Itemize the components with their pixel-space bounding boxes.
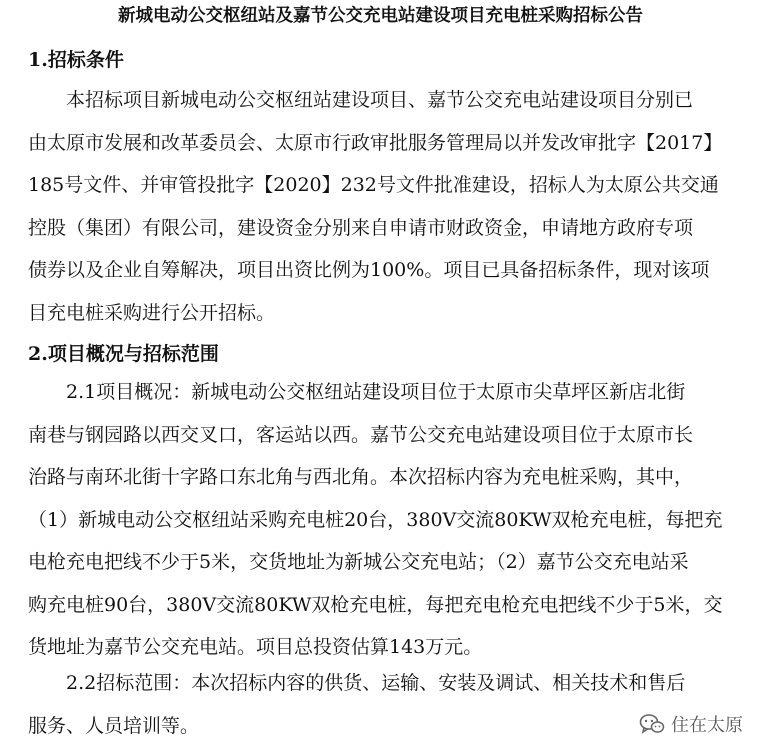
paragraph-line: （1）新城电动公交枢纽站采购充电桩20台，380V交流80KW双枪充电桩，每把充 [28, 499, 728, 542]
paragraph-line: 购充电桩90台，380V交流80KW双枪充电桩，每把充电枪充电把线不少于5米，交 [28, 584, 728, 627]
paragraph-line: 南巷与钢园路以西交叉口，客运站以西。嘉节公交充电站建设项目位于太原市长 [28, 414, 728, 457]
paragraph-line: 电枪充电把线不少于5米，交货地址为新城公交充电站；（2）嘉节公交充电站采 [28, 541, 728, 584]
document-title: 新城电动公交枢纽站及嘉节公交充电站建设项目充电桩采购招标公告 [0, 4, 761, 28]
section-1-heading: 1.招标条件 [28, 46, 124, 74]
paragraph-line: 2.2招标范围：本次招标内容的供货、运输、安装及调试、相关技术和售后 [28, 662, 728, 705]
paragraph-line: 货地址为嘉节公交充电站。项目总投资估算143万元。 [28, 626, 728, 669]
paragraph-line: 控股（集团）有限公司，建设资金分别来自申请市财政资金，申请地方政府专项 [28, 207, 728, 250]
paragraph-line: 185号文件、并审管投批字【2020】232号文件批准建设，招标人为太原公共交通 [28, 164, 728, 207]
section-2-1-paragraph [28, 371, 728, 669]
account-watermark [639, 711, 743, 737]
paragraph-line: 治路与南环北街十字路口东北角与西北角。本次招标内容为充电桩采购，其中， [28, 456, 728, 499]
section-2-heading: 2.项目概况与招标范围 [28, 340, 219, 368]
paragraph-line: 由太原市发展和改革委员会、太原市行政审批服务管理局以并发改审批字【2017】 [28, 122, 728, 165]
section-2-2-paragraph [28, 662, 728, 747]
paragraph-line: 本招标项目新城电动公交枢纽站建设项目、嘉节公交充电站建设项目分别已 [28, 79, 728, 122]
paragraph-line: 2.1项目概况：新城电动公交枢纽站建设项目位于太原市尖草坪区新店北街 [28, 371, 728, 414]
watermark-text: 住在太原 [671, 711, 743, 737]
paragraph-line: 服务、人员培训等。 [28, 705, 728, 747]
paragraph-line: 目充电桩采购进行公开招标。 [28, 292, 728, 335]
wechat-icon [639, 713, 665, 735]
paragraph-line: 债券以及企业自筹解决，项目出资比例为100%。项目已具备招标条件，现对该项 [28, 249, 728, 292]
section-1-paragraph [28, 79, 728, 334]
